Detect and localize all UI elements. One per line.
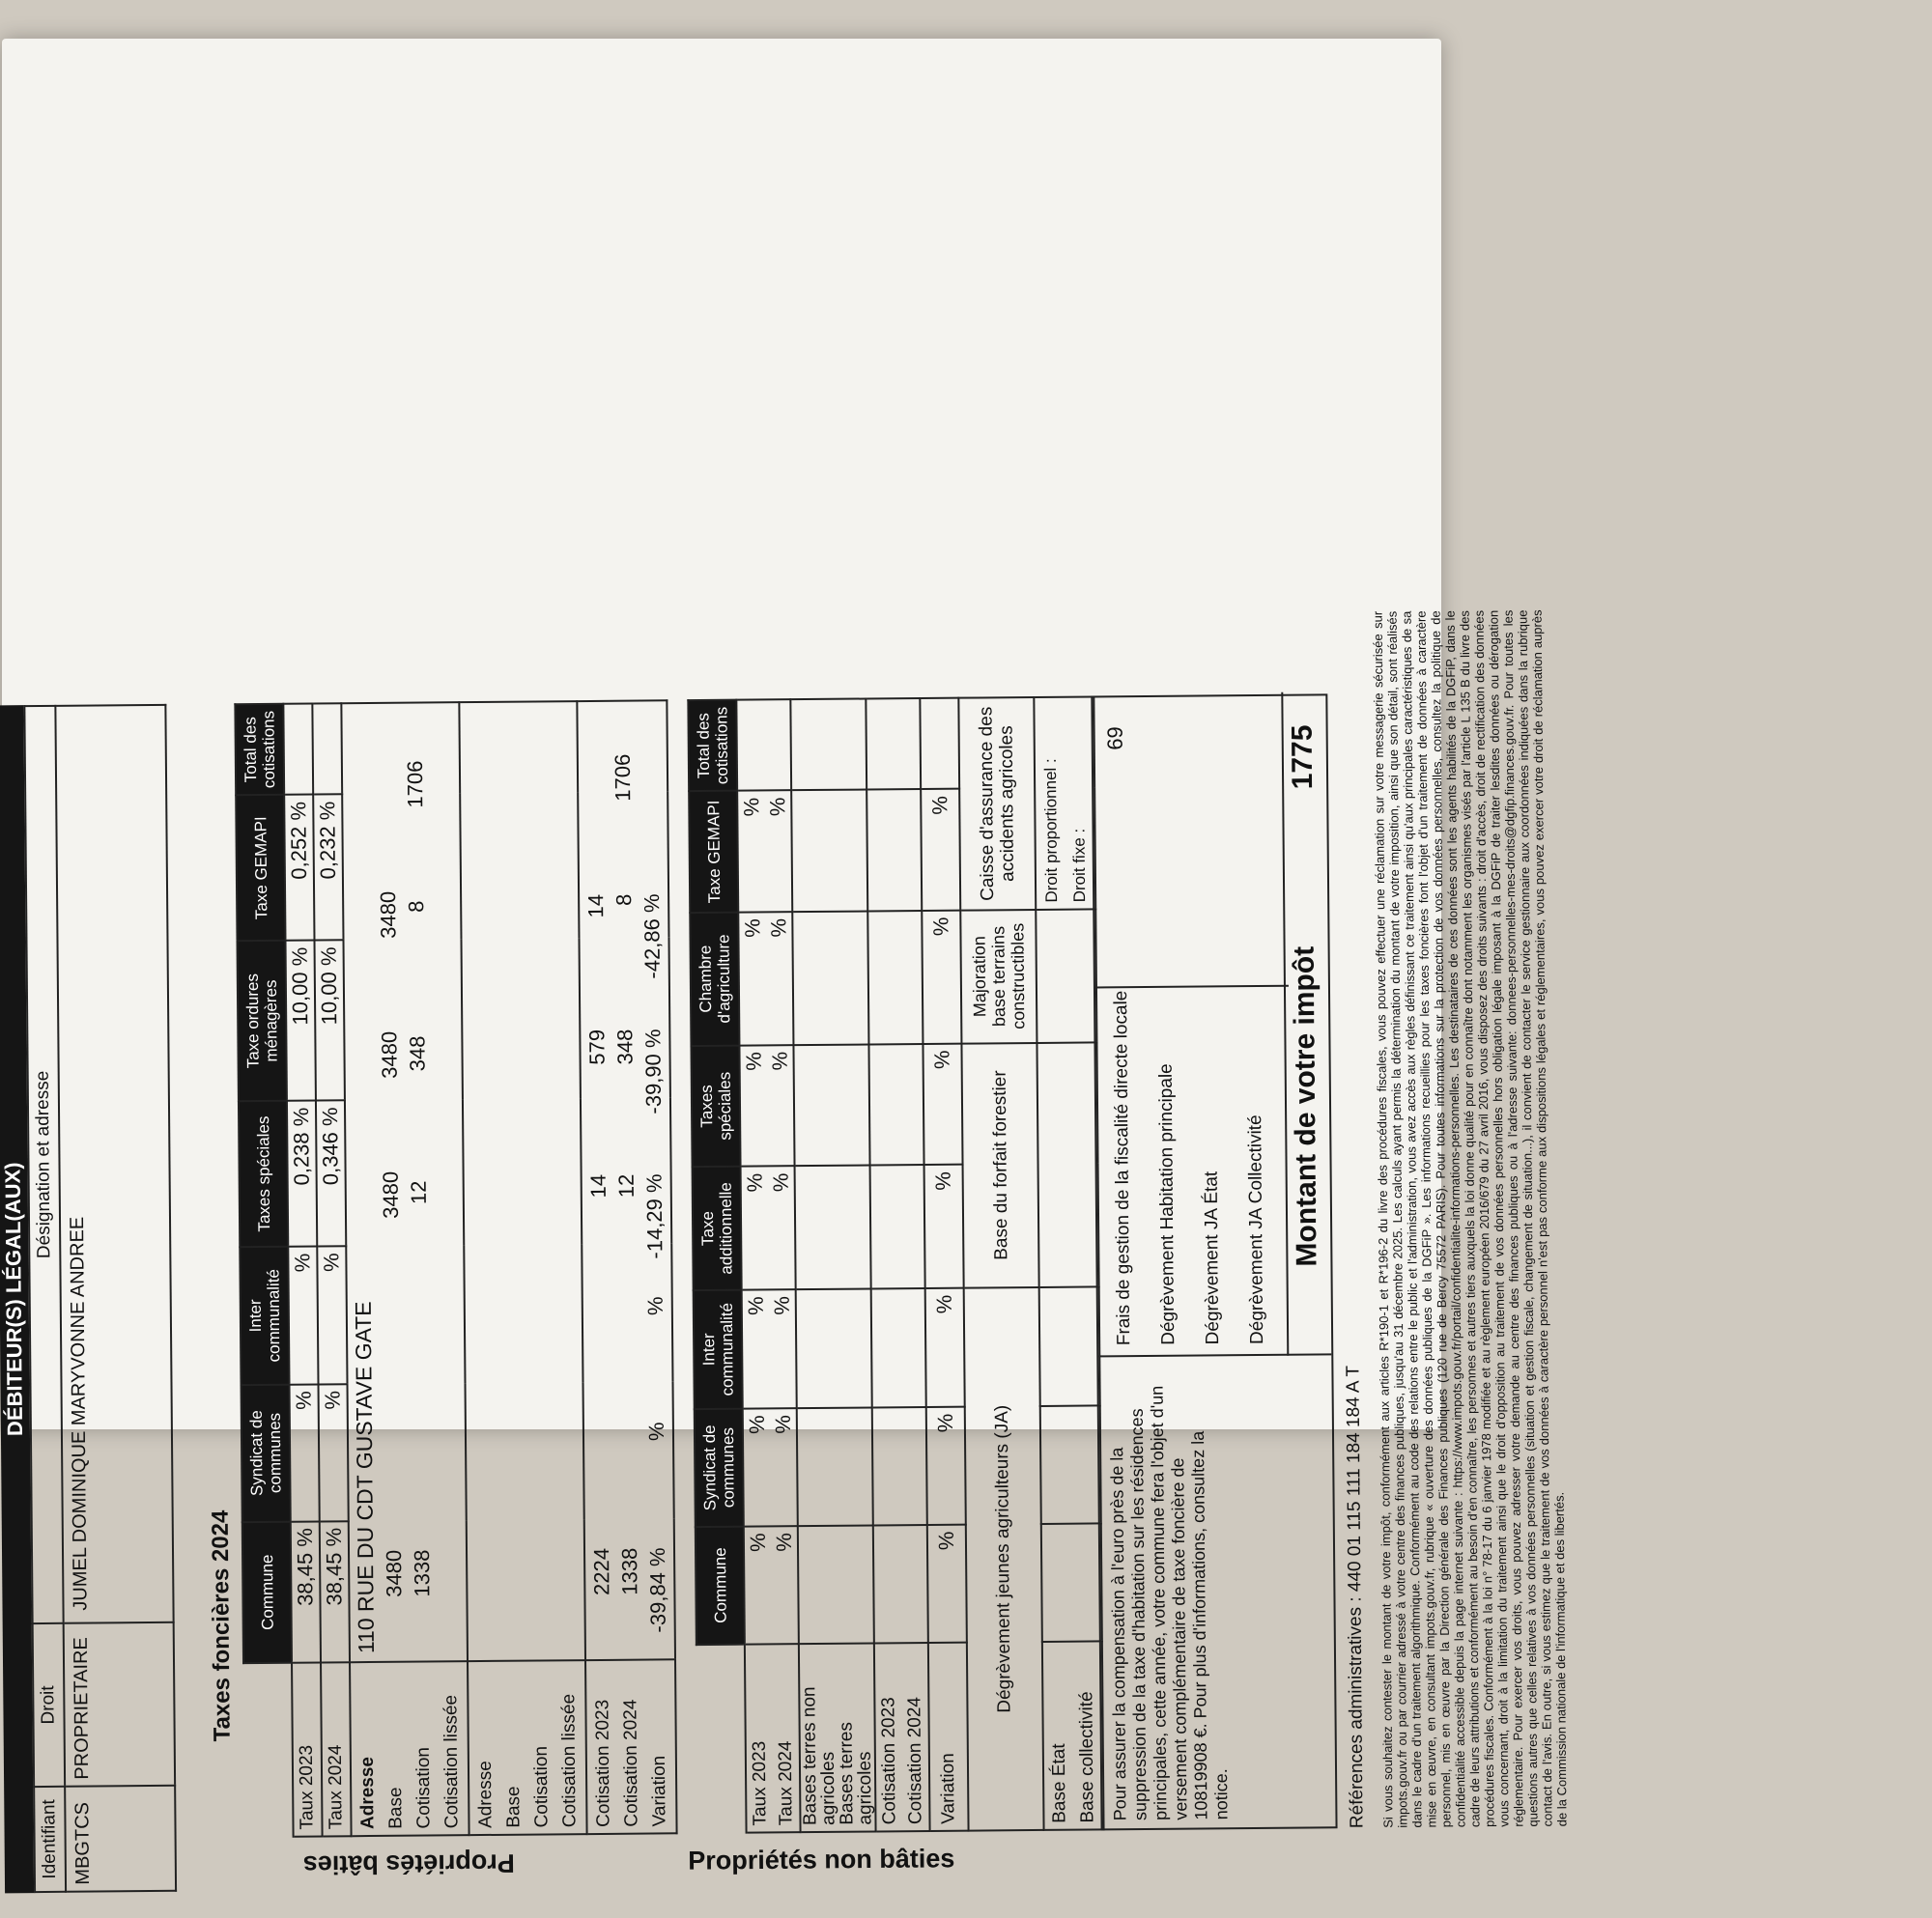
- header-designation: Désignation et adresse: [24, 706, 63, 1623]
- paper-sheet: [0, 39, 1570, 1885]
- identifiant-value: MBGTCS: [65, 1786, 176, 1892]
- debiteur-banner: DÉBITEUR(S) LÉGAL(AUX): [0, 705, 34, 1893]
- frais-value: 69: [1102, 726, 1127, 750]
- pb-totals-block: Cotisation 2023 Cotisation 2024 Variation 2224 14 579 14 1338 12 348 8 1706 -39,84 % % % -14,29 % -39,90 % -42,86 %: [577, 700, 676, 1834]
- pnb-side-label: Propriétés non bâties: [688, 1844, 955, 1876]
- pnb-col-total: Total des cotisations: [688, 700, 737, 792]
- summary-box: [1091, 693, 1337, 1830]
- frais-label: Frais de gestion de la fiscalité directe locale: [1110, 990, 1135, 1346]
- pb-col-tom: Taxe ordures ménagères: [238, 941, 287, 1101]
- droit-value: PROPRIETAIRE: [64, 1622, 175, 1787]
- pb-row-taux2024: Taux 2024 38,45 % % % 0,346 % 10,00 % 0,232 %: [312, 703, 351, 1836]
- pb-address-block-1: Adresse Base Cotisation Cotisation lissée 110 RUE DU CDT GUSTAVE GATE 3480 3480 3480 3480 1338 12 348 8 1706: [341, 702, 469, 1836]
- header-droit: Droit: [33, 1623, 65, 1787]
- legal-footer: Si vous souhaitez contester le montant de votre impôt, conformément aux articles R*190-1 et R*196-2 du livre des procédures fiscales, vous pouvez effectuer une réclamation sur votre messagerie sécurisée sur impots.gouv.fr ou par courrier adressé à votre centre des finances publiques, jusqu'au 31 décembre 2025. Les calculs ayant permis la détermination du montant de votre imposition, ainsi que son détail, sont réalisés dans le cadre d'un traitement algorithmique. Conformément au code des relations entre le public et l'administration, vous avez accès aux règles définissant ce traitement ainsi qu'aux principales caractéristiques de sa mise en œuvre, en consultant impots.gouv.fr, rubrique « ouverture des données publiques de la DGFiP ». Les informations recueillies pour les taxes foncières font l'objet d'un traitement de données à caractère personnel, mis en œuvre par la Direction générale des Finances publiques (120 rue de Bercy 75572 PARIS). Pour toutes informations sur la protection de vos données personnelles, consultez la politique de confidentialité accessible depuis la page internet suivante : https://www.impots.gouv.fr/portail/confidentialite-informations-personnelles. Les destinataires de ces données sont les agents habilités de la DGFiP, dans le cadre de leurs attributions et conformément au besoin d'en connaître, les personnes et autres tiers auxquels la loi donne qualité pour en connaître dont notamment les organismes visés par l'article L 135 B du livre des procédures fiscales. Conformément à la loi n° 78-17 du 6 janvier 1978 modifiée et au règlement européen 2016/679 du 27 avril 2016, vous disposez des droits suivants : droit d'accès, droit de rectification des données vous concernant, droit à la limitation du traitement ainsi que le droit d'opposition au traitement de vos données personnelles hors obligation légale imposant à la DGFiP de traiter lesdites données ou dérogation réglementaire. Pour exercer vos droits, vous pouvez adresser votre demande au centre des finances publiques ou à l'adresse suivante: donnees-personnelles-mes-droits@dgfip.finances.gouv.fr. Pour toutes les questions autres que celles relatives à vos données personnelles (situation et gestion fiscale, changement de situation...), il convient de contacter le service gestionnaire aux coordonnées indiquées dans la rubrique contact de l'avis. En outre, si vous estimez que le traitement de vos données à caractère personnel n'est pas conforme aux dispositions légales et réglementaires, vous pouvez exercer votre droit de réclamation auprès de la Commission nationale de l'informatique et des libertés.: [1370, 609, 1570, 1828]
- pnb-col-chambre: Chambre d'agriculture: [690, 912, 739, 1045]
- pb-col-intercommunalite: Inter communalité: [240, 1247, 289, 1385]
- pb-side-label: Propriétés bâties: [302, 1848, 516, 1880]
- montant-value: 1775: [1286, 724, 1320, 790]
- tax-notice: [0, 71, 1570, 1917]
- ja-label: Dégrèvement jeunes agriculteurs (JA): [964, 1287, 1044, 1831]
- pnb-variation: Variation % % % % % % %: [920, 698, 968, 1831]
- pnb-bases: Bases terres non agricoles Bases terres agricoles: [790, 699, 875, 1833]
- majoration-label: Majoration base terrains constructibles: [960, 910, 1037, 1044]
- pb-row-taux2023: Taux 2023 38,45 % % % 0,238 % 10,00 % 0,252 %: [283, 704, 322, 1837]
- pnb-table: [687, 695, 1104, 1834]
- degrevement-hp: Dégrèvement Habitation principale: [1155, 1063, 1179, 1345]
- pb-col-total: Total des cotisations: [235, 704, 284, 796]
- pb-col-commune: Commune: [242, 1521, 292, 1663]
- pnb-col-commune: Commune: [696, 1527, 745, 1645]
- caisse-label: Caisse d'assurance des accidents agricoles: [958, 697, 1036, 910]
- compensation-notice: Pour assurer la compensation à l'euro près de la suppression de la taxe d'habitation sur les résidences principales, cette année, votre commune fera l'objet d'un versement complémentaire de taxe foncière de 10819908 €. Pour plus d'informations, consultez la notice.: [1107, 1385, 1232, 1821]
- debiteur-table: [23, 704, 177, 1893]
- pnb-col-syndicat: Syndicat de communes: [695, 1409, 744, 1527]
- degrevement-ja-coll: Dégrèvement JA Collectivité: [1245, 1114, 1268, 1345]
- pnb-rates: Taux 2023 Taux 2024 % % % % % % % % % % % % % %: [736, 699, 800, 1832]
- forfait-label: Base du forfait forestier: [961, 1043, 1038, 1288]
- pnb-cotisations: Cotisation 2023 Cotisation 2024: [866, 698, 929, 1831]
- pb-table: [234, 699, 677, 1838]
- pnb-col-taxe-additionnelle: Taxe additionnelle: [693, 1167, 742, 1290]
- pnb-bases-etat: Base État Base collectivité Droit proportionnel : Droit fixe :: [1034, 696, 1103, 1829]
- pb-address-value: 110 RUE DU CDT GUSTAVE GATE: [350, 1301, 379, 1654]
- pnb-col-gemapi: Taxe GEMAPI: [689, 791, 738, 913]
- pnb-col-taxes-speciales: Taxes spéciales: [691, 1045, 740, 1167]
- references: Références administratives : 440 01 115 111 184 184 A T: [1343, 1365, 1368, 1829]
- pnb-col-intercommunalite: Inter communalité: [694, 1290, 743, 1409]
- droit-proportionnel: Droit proportionnel :: [1040, 758, 1062, 903]
- pb-address-block-2: Adresse Base Cotisation Cotisation lissée: [459, 701, 586, 1835]
- pb-col-syndicat: Syndicat de communes: [242, 1384, 291, 1521]
- header-identifiant: Identifiant: [34, 1787, 66, 1892]
- droit-fixe: Droit fixe :: [1069, 828, 1090, 903]
- pb-col-gemapi: Taxe GEMAPI: [236, 795, 285, 941]
- taxes-title: Taxes foncières 2024: [207, 1509, 236, 1742]
- pnb-specials: [958, 697, 1043, 1831]
- degrevement-ja-etat: Dégrèvement JA État: [1201, 1171, 1224, 1345]
- montant-label: Montant de votre impôt: [1288, 945, 1323, 1267]
- pb-col-taxes-speciales: Taxes spéciales: [239, 1101, 288, 1247]
- designation-value: JUMEL DOMINIQUE MARYVONNE ANDREE: [55, 705, 173, 1623]
